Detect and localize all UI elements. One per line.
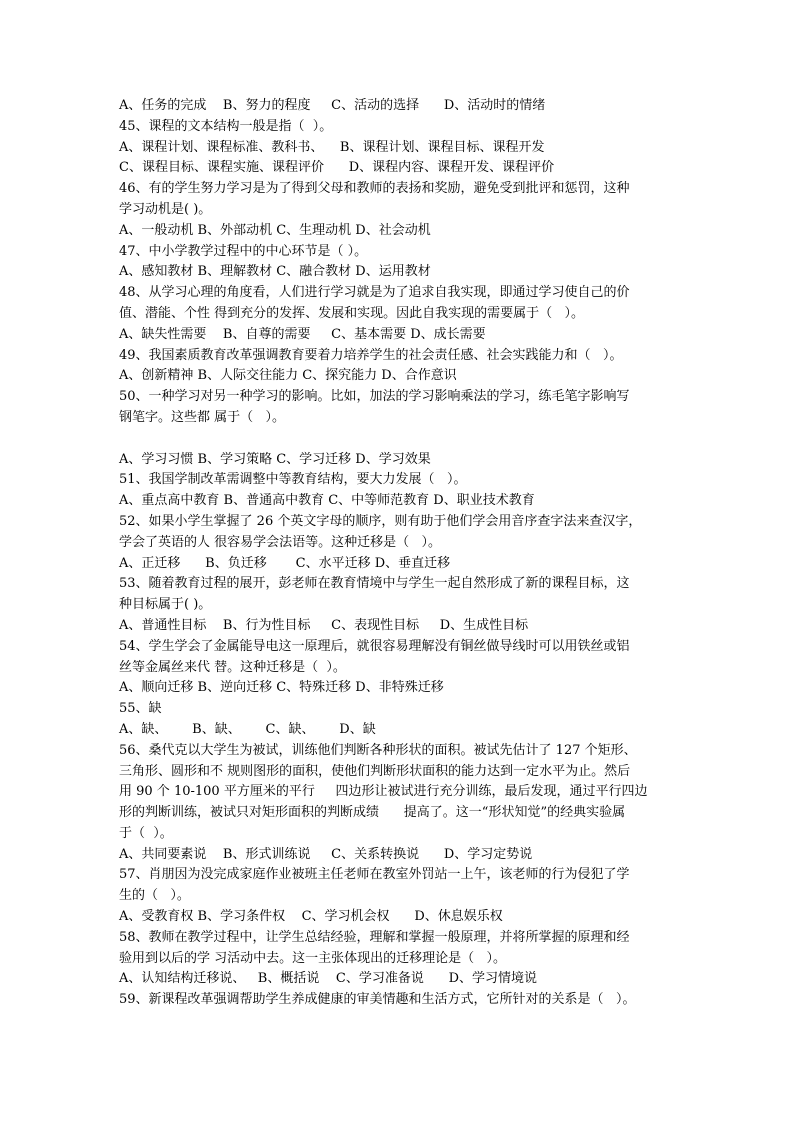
text-line: 验用到以后的学 习活动中去。这一主张体现出的迁移理论是（ ）。 — [119, 950, 507, 966]
text-line: 50、一种学习对另一种学习的影响。比如，加法的学习影响乘法的学习，练毛笔字影响写 — [119, 389, 630, 405]
text-line: 47、中小学教学过程中的中心环节是（ ）。 — [119, 243, 368, 259]
text-line: A、受教育权 B、学习条件权 C、学习机会权 D、休息娱乐权 — [119, 909, 503, 925]
blank-line — [119, 429, 679, 450]
text-line: 三角形、圆形和不 规则图形的面积，使他们判断形状面积的能力达到一定水平为止。然后 — [119, 763, 631, 779]
text-line: 46、有的学生努力学习是为了得到父母和教师的表扬和奖励，避免受到批评和惩罚，这种 — [119, 181, 630, 197]
text-line: 用 90 个 10-100 平方厘米的平行 四边形让被试进行充分训练，最后发现，通过平行四边 — [119, 784, 648, 800]
text-line: A、认知结构迁移说、 B、概括说 C、学习准备说 D、学习情境说 — [119, 971, 538, 987]
text-line: A、顺向迁移 B、逆向迁移 C、特殊迁移 D、非特殊迁移 — [119, 680, 444, 696]
text-line: 57、肖朋因为没完成家庭作业被班主任老师在教室外罚站一上午，该老师的行为侵犯了学 — [119, 867, 630, 883]
text-line: A、感知教材 B、理解教材 C、融合教材 D、运用教材 — [119, 264, 431, 280]
text-line: A、缺、 B、缺、 C、缺、 D、缺 — [119, 721, 376, 737]
text-line: 53、随着教育过程的展开，彭老师在教育情境中与学生一起自然形成了新的课程目标，这 — [119, 576, 630, 592]
text-line: A、学习习惯 B、学习策略 C、学习迁移 D、学习效果 — [119, 451, 431, 467]
text-line: 59、新课程改革强调帮助学生养成健康的审美情趣和生活方式，它所针对的关系是（ ）。 — [119, 992, 636, 1008]
text-line: 于（ ）。 — [119, 825, 173, 841]
text-line: 值、潜能、个性 得到充分的发挥、发展和实现。因此自我实现的需要属于（ ）。 — [119, 305, 585, 321]
text-line: 学会了英语的人 很容易学会法语等。这种迁移是（ ）。 — [119, 534, 442, 550]
text-line: 58、教师在教学过程中，让学生总结经验，理解和掌握一般原理，并将所掌握的原理和经 — [119, 929, 630, 945]
text-line: 种目标属于( )。 — [119, 597, 212, 613]
text-line: 56、桑代克以大学生为被试，训练他们判断各种形状的面积。被试先估计了 127 个矩形、 — [119, 742, 637, 758]
text-line: 45、课程的文本结构一般是指（ ）。 — [119, 118, 333, 134]
text-line: 学习动机是( )。 — [119, 201, 212, 217]
text-line: A、创新精神 B、人际交往能力 C、探究能力 D、合作意识 — [119, 368, 457, 384]
text-line: A、课程计划、课程标准、教科书、 B、课程计划、课程目标、课程开发 — [119, 139, 545, 155]
text-line: A、一般动机 B、外部动机 C、生理动机 D、社会动机 — [119, 222, 431, 238]
text-line: 钢笔字。这些都 属于（ ）。 — [119, 409, 286, 425]
text-line: C、课程目标、课程实施、课程评价 D、课程内容、课程开发、课程评价 — [119, 160, 555, 176]
text-line: 生的（ ）。 — [119, 888, 190, 904]
text-line: A、任务的完成 B、努力的程度 C、活动的选择 D、活动时的情绪 — [119, 98, 546, 113]
text-line: 54、学生学会了金属能导电这一原理后，就很容易理解没有铜丝做导线时可以用铁丝或铝 — [119, 638, 630, 654]
document-body — [119, 96, 679, 1011]
text-line: 丝等金属丝来代 替。这种迁移是（ ）。 — [119, 659, 346, 675]
text-line: A、重点高中教育 B、普通高中教育 C、中等师范教育 D、职业技术教育 — [119, 493, 535, 509]
text-line: 55、缺 — [119, 701, 162, 717]
text-line: A、普通性目标 B、行为性目标 C、表现性目标 D、生成性目标 — [119, 617, 529, 633]
text-line: A、共同要素说 B、形式训练说 C、关系转换说 D、学习定势说 — [119, 846, 533, 862]
text-line: 52、如果小学生掌握了 26 个英文字母的顺序，则有助于他们学会用音序查字法来查汉字， — [119, 513, 642, 529]
text-line: A、缺失性需要 B、自尊的需要 C、基本需要 D、成长需要 — [119, 326, 486, 342]
text-line: 51、我国学制改革需调整中等教育结构，要大力发展（ ）。 — [119, 472, 467, 488]
text-line: 49、我国素质教育改革强调教育要着力培养学生的社会责任感、社会实践能力和（ ）。 — [119, 347, 623, 363]
text-line: A、正迁移 B、负迁移 C、水平迁移 D、垂直迁移 — [119, 555, 451, 571]
text-line: 形的判断训练，被试只对矩形面积的判断成绩 提高了。这一“形状知觉”的经典实验属 — [119, 805, 626, 821]
text-line: 48、从学习心理的角度看，人们进行学习就是为了追求自我实现，即通过学习使自己的价 — [119, 285, 630, 301]
